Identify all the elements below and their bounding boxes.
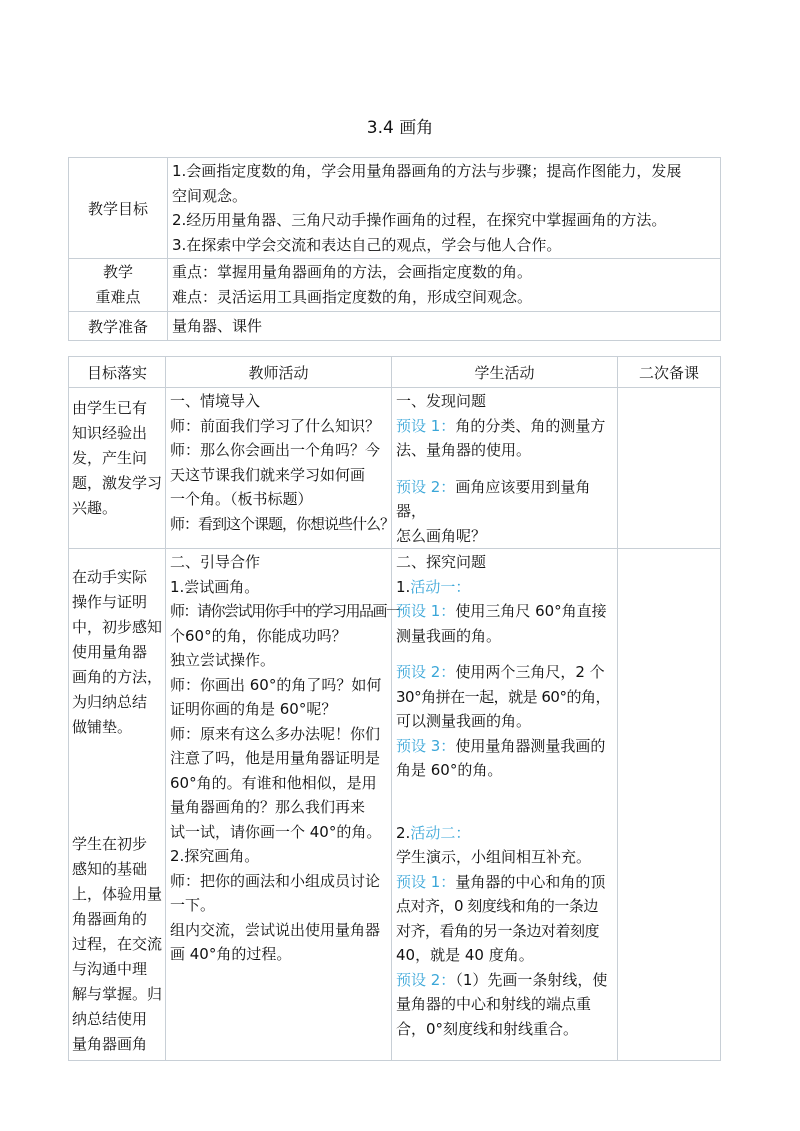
preset-text: （1）先画一条射线，使: [455, 970, 608, 989]
preset-tag: 预设 1：: [396, 416, 456, 435]
activity-table: [68, 356, 721, 1061]
goal-line: 量角器画角: [72, 1035, 148, 1053]
teacher-line: 画 40°角的过程。: [170, 945, 292, 963]
teacher-line: 师：那么你会画出一个角吗？今: [170, 441, 381, 459]
preset-text: 使用量角器测量我画的: [455, 736, 606, 755]
activity-one-label: [396, 575, 614, 600]
header-teacher: 教师活动: [166, 357, 392, 388]
preset-text: 使用三角尺 60°角直接: [455, 602, 607, 620]
objective-line: 空间观念。: [172, 186, 248, 205]
goal-line: 感知的基础: [72, 860, 148, 878]
preset-text: 角的分类、角的测量方: [455, 416, 606, 435]
teacher-line: 天这节课我们就来学习如何画: [170, 465, 366, 484]
teacher-line: 证明你画的角是 60°呢？: [170, 700, 337, 718]
student-line: 测量我画的角。: [396, 626, 502, 645]
teacher-line: 师：前面我们学习了什么知识？: [170, 416, 381, 435]
student-line: 量角器的中心和射线的端点重: [396, 995, 592, 1013]
student-line: [396, 870, 614, 895]
header-student: 学生活动: [392, 357, 618, 388]
goal-line: 发，产生问: [72, 449, 148, 467]
goal-line: 操作与证明: [72, 593, 148, 611]
goal-line: 中，初步感知: [72, 618, 163, 636]
teacher-line: 量角器画角的？那么我们再来: [170, 798, 366, 816]
row2-student: [392, 549, 618, 1061]
goal-line: 做铺垫。: [72, 718, 133, 736]
activity-number: 2.: [396, 823, 411, 842]
objective-label: 教学目标: [69, 158, 168, 259]
objective-line: 2.经历用量角器、三角尺动手操作画角的过程，在探究中掌握画角的方法。: [172, 211, 667, 229]
preset-tag: 预设 1：: [396, 602, 456, 620]
teacher-line: 独立尝试操作。: [170, 651, 276, 669]
goal-line: 题，激发学习: [72, 474, 163, 492]
objective-line: 3.在探索中学会交流和表达自己的观点，学会与他人合作。: [172, 235, 562, 254]
goal-line: 与沟通中理: [72, 960, 148, 978]
teacher-line: 一个角。（板书标题）: [170, 490, 313, 508]
goal-line: 角器画角的: [72, 910, 148, 928]
teacher-line: 试一试，请你画一个 40°的角。: [170, 822, 382, 841]
student-line: 点对齐，0 刻度线和角的一条边: [396, 897, 598, 915]
teacher-line: 注意了吗，他是用量角器证明是: [170, 749, 381, 767]
teacher-line: 1.尝试画角。: [170, 577, 260, 596]
teacher-line: 组内交流，尝试说出使用量角器: [170, 920, 381, 939]
row1-student: [392, 388, 618, 549]
student-line: [396, 660, 614, 685]
page-title: 3.4 画角: [366, 118, 434, 138]
teacher-line: 一下。: [170, 896, 216, 914]
preparation-label: 教学准备: [69, 312, 168, 341]
key-points-content: [168, 259, 721, 312]
preset-tag: 预设 3：: [396, 736, 456, 755]
goal-line: 过程，在交流: [72, 935, 163, 953]
goal-line: 学生在初步: [72, 835, 148, 853]
student-line: 40，就是 40 度角。: [396, 946, 534, 964]
key-points-label-line: 重难点: [95, 288, 141, 306]
teacher-line: 师：你画出 60°的角了吗？如何: [170, 675, 382, 694]
student-line: [396, 968, 614, 993]
student-line: 角是 60°的角。: [396, 761, 503, 779]
student-line: 30°角拼在一起，就是 60°的角，: [396, 687, 610, 706]
teacher-line: 60°角的。有谁和他相似，是用: [170, 773, 377, 792]
teacher-line: 师：原来有这么多办法呢！你们: [170, 724, 381, 743]
key-point-line: 重点：掌握用量角器画角的方法，会画指定度数的角。: [172, 263, 533, 281]
teacher-line: 二、引导合作: [170, 553, 261, 571]
student-heading: 一、发现问题: [396, 392, 487, 410]
teacher-line: 师：请你尝试用你手中的学习用品画一: [170, 602, 400, 620]
spacer: [396, 783, 614, 821]
preset-tag: 预设 2：: [396, 477, 456, 496]
key-points-label-line: 教学: [102, 263, 133, 281]
teacher-line: 一、情境导入: [170, 392, 261, 410]
preset-tag: 预设 1：: [396, 872, 456, 891]
row2-secondary: [618, 549, 721, 1061]
spacer: [396, 463, 614, 475]
goal-line: 上，体验用量: [72, 885, 163, 903]
student-line: 法、量角器的使用。: [396, 441, 532, 459]
header-secondary: 二次备课: [618, 357, 721, 388]
goal-line: 为归纳总结: [72, 693, 148, 711]
preset-tag: 预设 2：: [396, 663, 456, 681]
teacher-line: 2.探究画角。: [170, 847, 260, 865]
activity-label: 活动一：: [410, 577, 471, 596]
objective-content: [168, 158, 721, 259]
preset-text: 使用两个三角尺，2 个: [455, 663, 605, 681]
preset-text: 画角应该要用到量角器，: [396, 477, 591, 520]
row1-teacher: [166, 388, 395, 549]
goal-line: 由学生已有: [72, 399, 148, 417]
header-goal: 目标落实: [69, 357, 166, 388]
goal-line: 解与掌握。归: [72, 985, 163, 1003]
spacer: [72, 740, 162, 832]
teacher-line: 师：看到这个课题，你想说些什么？: [170, 514, 395, 533]
student-line: [396, 599, 614, 624]
activity-number: 1.: [396, 577, 411, 596]
row2-goal: [69, 549, 166, 1061]
goal-line: 画角的方法，: [72, 668, 163, 686]
activity-two-label: [396, 821, 614, 846]
student-line: [396, 414, 614, 439]
key-point-line: 难点：灵活运用工具画指定度数的角，形成空间观念。: [172, 287, 533, 306]
student-line: [396, 475, 614, 524]
row1-secondary: [618, 388, 721, 549]
info-table: [68, 157, 721, 341]
activity-label: 活动二：: [410, 823, 471, 842]
student-line: [396, 734, 614, 759]
preset-text: 量角器的中心和角的顶: [455, 872, 606, 891]
student-heading: 二、探究问题: [396, 553, 487, 571]
student-line: 怎么画角呢？: [396, 526, 487, 545]
student-line: 合，0°刻度线和射线重合。: [396, 1019, 579, 1038]
spacer: [396, 648, 614, 660]
row1-goal: [69, 388, 166, 549]
student-line: 对齐，看角的另一条边对着刻度: [396, 921, 600, 940]
key-points-label: [69, 259, 168, 312]
row2-teacher: [166, 549, 400, 1061]
preparation-value: 量角器、课件: [168, 312, 721, 341]
teacher-line: 师：把你的画法和小组成员讨论: [170, 871, 381, 890]
student-line: 可以测量我画的角。: [396, 712, 532, 730]
goal-line: 在动手实际: [72, 568, 148, 586]
teacher-line: 个60°的角，你能成功吗？: [170, 626, 347, 645]
student-line: 学生演示，小组间相互补充。: [396, 848, 592, 866]
goal-line: 知识经验出: [72, 424, 148, 442]
objective-line: 1.会画指定度数的角，学会用量角器画角的方法与步骤；提高作图能力，发展: [172, 162, 682, 180]
goal-line: 兴趣。: [72, 499, 118, 517]
goal-line: 使用量角器: [72, 643, 148, 661]
preset-tag: 预设 2：: [396, 970, 456, 989]
goal-line: 纳总结使用: [72, 1010, 148, 1028]
